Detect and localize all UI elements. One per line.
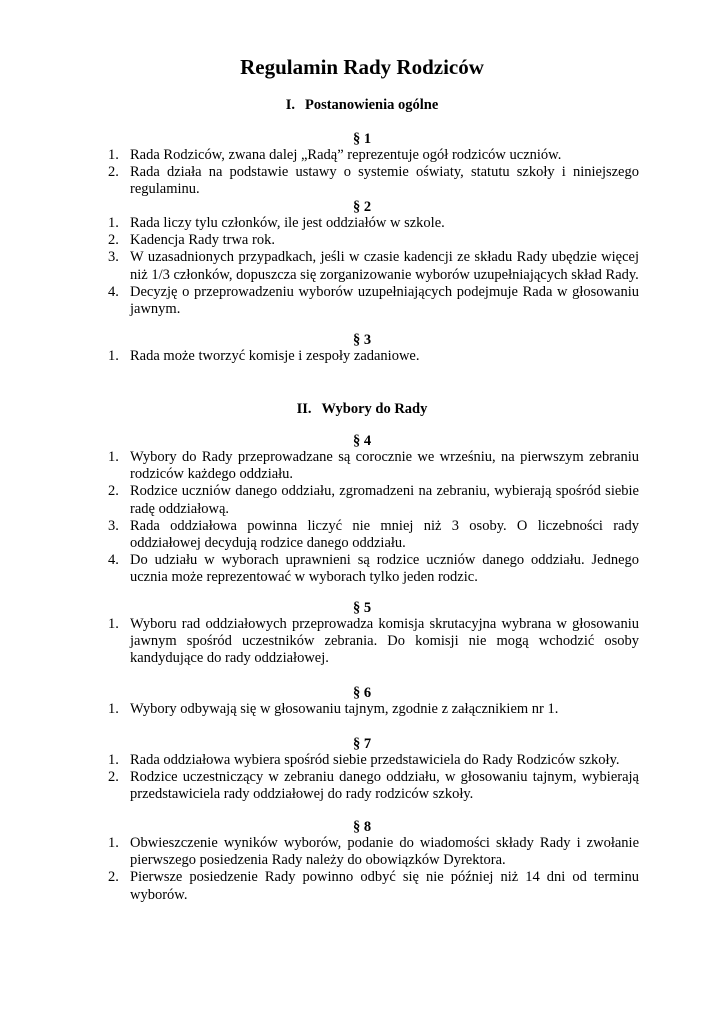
section-mark: § 1 — [352, 131, 372, 147]
list-item — [0, 483, 639, 517]
list-item — [0, 449, 639, 483]
item-text: Wyboru rad oddziałowych przeprowadza komisja skrutacyjna wybrana w głosowaniu jawnym spośród uczestników zebrania. Do komisji nie mogą wchodzić osoby kandydujące do rady oddziałowej. — [130, 616, 639, 667]
item-text: Rada może tworzyć komisje i zespoły zadaniowe. — [130, 348, 420, 364]
list-item — [0, 552, 639, 586]
item-number: 4. — [108, 283, 119, 300]
list-item — [0, 147, 639, 164]
section-list — [0, 147, 639, 199]
list-item — [0, 249, 639, 283]
item-number: 1. — [108, 215, 119, 231]
document-title: Regulamin Rady Rodziców — [240, 55, 484, 79]
list-item — [0, 835, 639, 869]
item-text: Decyzję o przeprowadzeniu wyborów uzupełniających podejmuje Rada w głosowaniu jawnym. — [130, 283, 639, 318]
section-list — [0, 835, 639, 904]
item-number: 1. — [108, 752, 119, 768]
item-number: 4. — [108, 552, 119, 569]
chapter-title: Postanowienia ogólne — [304, 97, 439, 113]
section-mark: § 3 — [352, 332, 372, 348]
item-number: 3. — [108, 249, 119, 266]
item-text: Wybory odbywają się w głosowaniu tajnym, zgodnie z załącznikiem nr 1. — [130, 701, 559, 717]
item-number: 2. — [108, 769, 119, 786]
item-text: W uzasadnionych przypadkach, jeśli w czasie kadencji ze składu Rady ubędzie więcej niż 1/3 członków, dopuszcza się zorganizowanie wyborów uzupełniających skład Rady. — [130, 249, 639, 283]
list-item — [0, 348, 639, 365]
item-text: Rada oddziałowa powinna liczyć nie mniej niż 3 osoby. O liczebności rady oddziałowej decydują rodzice danego oddziału. — [130, 517, 639, 552]
list-item — [0, 769, 639, 803]
item-number: 1. — [108, 449, 119, 465]
item-text: Kadencja Rady trwa rok. — [130, 232, 275, 249]
list-item — [0, 869, 639, 903]
item-number: 3. — [108, 517, 119, 534]
section-list — [0, 752, 639, 804]
item-number: 1. — [108, 835, 119, 851]
item-text: Rada Rodziców, zwana dalej „Radą” reprezentuje ogół rodziców uczniów. — [130, 147, 562, 163]
section-list — [0, 348, 639, 365]
item-text: Rada oddziałowa wybiera spośród siebie przedstawiciela do Rady Rodziców szkoły. — [130, 752, 620, 768]
item-number: 1. — [108, 348, 119, 364]
section-list — [0, 215, 639, 318]
list-item — [0, 284, 639, 318]
item-text: Obwieszczenie wyników wyborów, podanie do wiadomości składy Rady i zwołanie pierwszego posiedzenia Rady należy do obowiązków Dyrektora. — [130, 835, 639, 869]
chapter-number: II. — [296, 401, 312, 417]
item-number: 2. — [108, 164, 119, 181]
item-number: 2. — [108, 232, 119, 249]
item-number: 1. — [108, 147, 119, 163]
section-mark: § 7 — [352, 736, 372, 752]
list-item — [0, 164, 639, 198]
item-number: 1. — [108, 616, 119, 632]
item-number: 2. — [108, 483, 119, 500]
section-mark: § 4 — [352, 433, 372, 449]
item-text: Rodzice uczestniczący w zebraniu danego oddziału, w głosowaniu tajnym, wybierają przedstawiciela rady oddziałowej do rady rodziców szkoły. — [130, 769, 639, 803]
item-number: 2. — [108, 869, 119, 886]
chapter-number: I. — [285, 97, 295, 113]
item-text: Rodzice uczniów danego oddziału, zgromadzeni na zebraniu, wybierają spośród siebie radę oddziałową. — [130, 483, 639, 517]
list-item — [0, 232, 639, 249]
item-number: 1. — [108, 701, 119, 717]
item-text: Wybory do Rady przeprowadzane są corocznie we wrześniu, na pierwszym zebraniu rodziców każdego oddziału. — [130, 449, 639, 483]
chapter-heading — [0, 400, 724, 418]
section-mark: § 8 — [352, 819, 372, 835]
list-item — [0, 701, 639, 718]
section-list — [0, 701, 639, 718]
section-list — [0, 449, 639, 587]
section-mark: § 6 — [352, 685, 372, 701]
chapter-heading — [0, 96, 724, 114]
list-item — [0, 518, 639, 552]
chapter-title: Wybory do Rady — [321, 401, 428, 417]
item-text: Do udziału w wyborach uprawnieni są rodzice uczniów danego oddziału. Jednego ucznia może reprezentować w wyborach tylko jeden rodzic. — [130, 552, 639, 586]
list-item — [0, 215, 639, 232]
item-text: Rada działa na podstawie ustawy o systemie oświaty, statutu szkoły i niniejszego regulaminu. — [130, 164, 639, 198]
list-item — [0, 752, 639, 769]
section-mark: § 2 — [352, 199, 372, 215]
item-text: Pierwsze posiedzenie Rady powinno odbyć się nie później niż 14 dni od terminu wyborów. — [130, 869, 639, 903]
list-item — [0, 616, 639, 668]
section-mark: § 5 — [352, 600, 372, 616]
section-list — [0, 616, 639, 668]
item-text: Rada liczy tylu członków, ile jest oddziałów w szkole. — [130, 215, 445, 231]
